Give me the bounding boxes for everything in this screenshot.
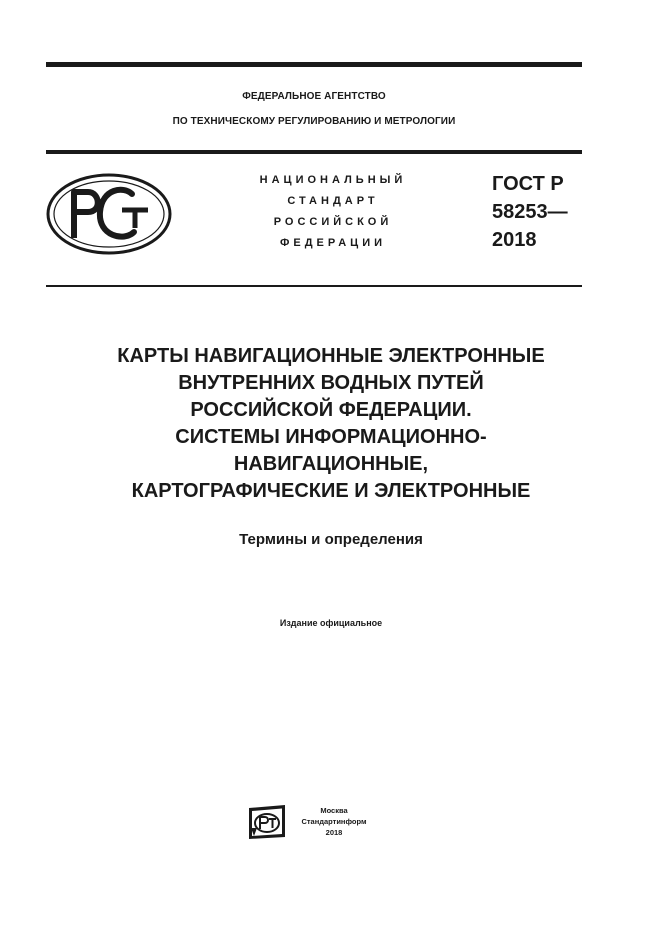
publisher-city: Москва: [320, 806, 348, 815]
section-rule: [46, 285, 582, 287]
top-rule: [46, 62, 582, 67]
publisher-info: [294, 805, 374, 838]
agency-name-line1: ФЕДЕРАЛЬНОЕ АГЕНТСТВО: [242, 91, 386, 102]
publisher-name: Стандартинформ: [301, 817, 367, 826]
standartinform-logo-icon: [245, 804, 289, 840]
title-line: ВНУТРЕННИХ ВОДНЫХ ПУТЕЙ: [178, 372, 484, 394]
gost-line: 2018: [492, 229, 537, 251]
publisher-year: 2018: [325, 828, 343, 837]
title-line: КАРТЫ НАВИГАЦИОННЫЕ ЭЛЕКТРОННЫЕ: [117, 345, 545, 367]
standard-line: ФЕДЕРАЦИИ: [279, 237, 387, 249]
gost-designation: [492, 170, 568, 254]
title-line: КАРТОГРАФИЧЕСКИЕ И ЭЛЕКТРОННЫЕ: [131, 480, 531, 502]
gost-line: 58253—: [492, 201, 568, 223]
title-line: СИСТЕМЫ ИНФОРМАЦИОННО-: [175, 426, 487, 448]
title-line: РОССИЙСКОЙ ФЕДЕРАЦИИ.: [190, 399, 472, 421]
document-title: [46, 343, 616, 505]
gost-line: ГОСТ Р: [492, 173, 564, 195]
document-subtitle: Термины и определения: [239, 531, 423, 548]
standard-line: СТАНДАРТ: [287, 195, 379, 207]
standard-line: НАЦИОНАЛЬНЫЙ: [259, 174, 407, 186]
edition-note: Издание официальное: [279, 618, 383, 628]
header-rule: [46, 150, 582, 154]
standard-line: РОССИЙСКОЙ: [273, 216, 393, 228]
national-standard-label: [228, 170, 438, 254]
title-line: НАВИГАЦИОННЫЕ,: [233, 453, 429, 475]
agency-name-line2: ПО ТЕХНИЧЕСКОМУ РЕГУЛИРОВАНИЮ И МЕТРОЛОГИИ: [172, 116, 456, 127]
rst-logo-icon: [44, 172, 174, 256]
